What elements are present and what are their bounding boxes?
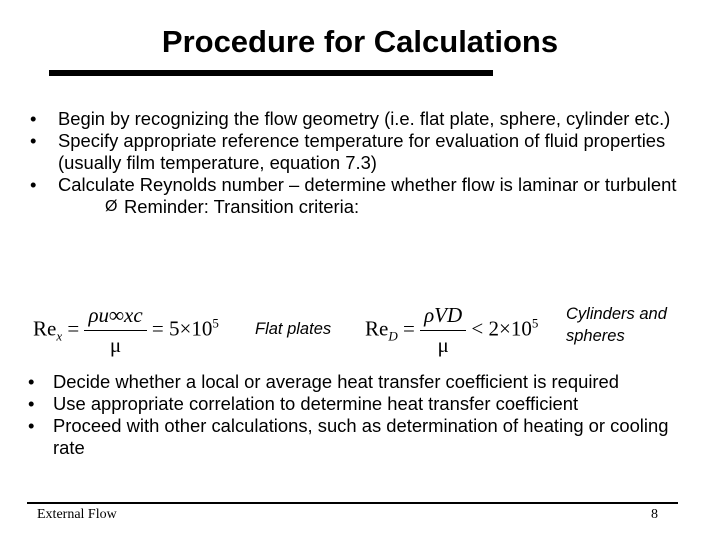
eq-rhs: < 2×10 [471, 316, 532, 341]
bullet-dot: • [30, 174, 37, 195]
footer-divider [27, 502, 678, 504]
page-number: 8 [651, 507, 658, 522]
eq-fraction [420, 303, 466, 358]
bullet-dot: • [30, 130, 37, 151]
arrow-bullet-icon: Ø [105, 198, 118, 215]
bullet-text: Use appropriate correlation to determine heat transfer coefficient [53, 393, 579, 414]
eq-numerator: ρVD [420, 303, 466, 331]
sub-bullet [105, 196, 695, 218]
eq-lhs-sub: x [56, 328, 63, 344]
bullet-dot: • [28, 415, 35, 436]
flat-plates-label: Flat plates [255, 320, 332, 338]
bullet-item [28, 415, 688, 459]
bullet-item [30, 174, 695, 218]
bullet-dot: • [28, 371, 35, 392]
bullet-item [28, 393, 688, 415]
bullet-text: Calculate Reynolds number – determine whether flow is laminar or turbulent [58, 174, 677, 195]
bullet-item [30, 108, 695, 130]
equation-flat-plate: $Re_x$ = $\frac{\rho u\infty xc}{\mu}$ = $5\times 10^5$ [33, 303, 219, 357]
cylinders-spheres-label [566, 303, 667, 347]
bullet-item [30, 130, 695, 174]
eq-fraction [84, 303, 146, 358]
sub-bullet-text: Reminder: Transition criteria: [124, 196, 360, 217]
bullet-text: Specify appropriate reference temperature for evaluation of fluid properties (usually film temperature, equation 7.3) [58, 130, 666, 173]
eq-lhs-sub: D [388, 328, 398, 344]
bullet-dot: • [28, 393, 35, 414]
bullet-item [28, 371, 688, 393]
title-underline [49, 70, 493, 76]
slide-title: Procedure for Calculations [161, 24, 559, 59]
bullet-text: Begin by recognizing the flow geometry (i.e. flat plate, sphere, cylinder etc.) [58, 108, 671, 129]
bullet-list-bottom [28, 371, 688, 459]
eq-exponent: 5 [212, 315, 219, 331]
eq-lhs: Re [33, 316, 57, 341]
label-line: spheres [566, 327, 625, 345]
footer-title: External Flow [37, 507, 117, 522]
equation-cylinder: $Re_D$ = $\frac{\text{ρVD}}{\mu}$ < $2\times 10^5$ [365, 303, 539, 357]
eq-lhs: Re [365, 316, 389, 341]
eq-numerator: ρu∞xc [84, 303, 146, 331]
bullet-text: Proceed with other calculations, such as determination of heating or cooling rate [53, 415, 669, 458]
eq-rhs: = 5×10 [151, 316, 213, 341]
bullet-text: Decide whether a local or average heat transfer coefficient is required [53, 371, 619, 392]
eq-denominator: μ [109, 333, 122, 357]
bullet-dot: • [30, 108, 37, 129]
eq-denominator: μ [437, 333, 449, 357]
eq-exponent: 5 [531, 315, 539, 331]
bullet-list-top [30, 108, 695, 218]
label-line: Cylinders and [566, 305, 667, 323]
